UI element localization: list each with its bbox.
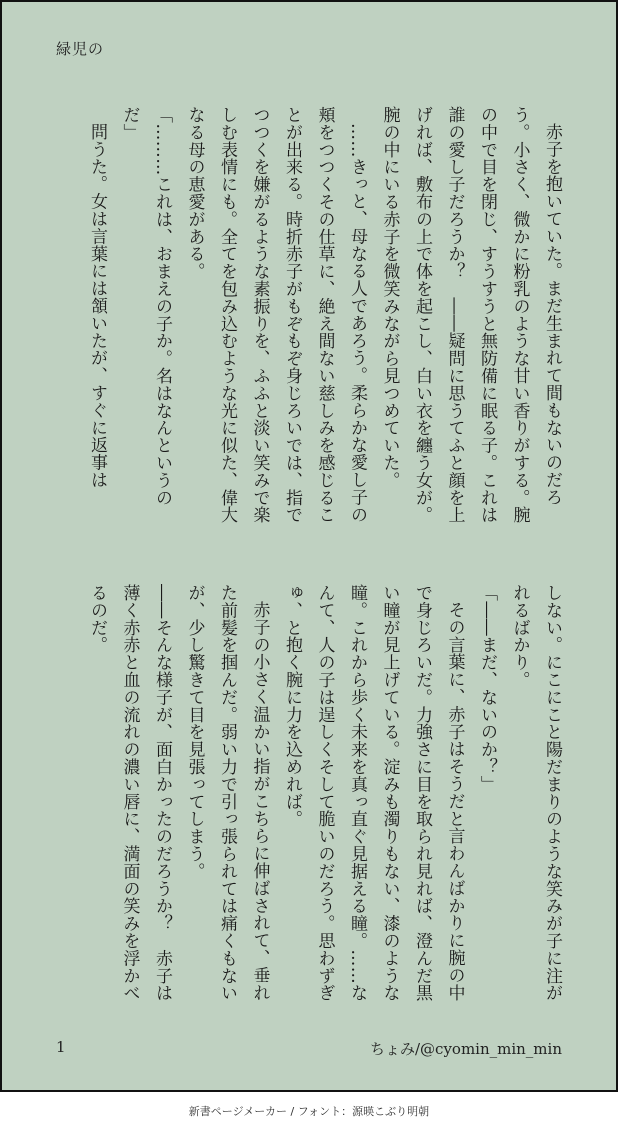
paragraph: その言葉に、赤子はそうだと言わんばかりに腕の中で身じろいだ。力強さに目を取られ見れば、澄んだ黒い瞳が見上げている。淀みも濁りもない、漆のような瞳。これから歩く未来を真っ直ぐ見据える瞳。……なんて、人の子は逞しくそして脆いのだろう。思わずぎゅ、と抱く腕に力を込めれば。 [282,584,465,1002]
text-block-lower [48,584,568,1004]
paragraph: ――そんな様子が、面白かったのだろうか？ 赤子は薄く赤赤と血の流れの濃い唇に、満面の笑みを浮かべるのだ。 [87,584,172,1002]
paragraph: 赤子を抱いていた。まだ生まれて間もないのだろう。小さく、微かに粉乳のような甘い香りがする。腕の中で目を閉じ、すうすうと無防備に眠る子。これは誰の愛し子だろうか？ ――疑問に思うてふと顔を上げれば、敷布の上で体を起こし、白い衣を纏う女が。腕の中にいる赤子を微笑みながら見つめていた。 [379,106,562,524]
text-block-upper [48,106,568,526]
page-number: 1 [56,1038,66,1056]
paragraph: 問うた。女は言葉には頷いたが、すぐに返事は [87,123,107,489]
paragraph: ……きっと、母なる人であろう。柔らかな愛し子の頬をつつくその仕草に、絶え間ない慈しみを感じることが出来る。時折赤子がもぞもぞ身じろいでは、指でつつくを嫌がるような素振りを、ふふと淡い笑みで楽しむ表情にも。全てを包み込むような光に似た、偉大なる母の恵愛がある。 [184,106,367,524]
author-credit: ちょみ/@cyomin_min_min [369,1040,562,1058]
page-header-title: 緑児の [56,40,105,58]
dialogue-line: 「――まだ、ないのか？」 [477,584,497,793]
paragraph: しない。にこにこと陽だまりのような笑みが子に注がれるばかり。 [509,584,562,1002]
paragraph: 赤子の小さく温かい指がこちらに伸ばされて、垂れた前髪を掴んだ。弱い力で引っ張られては痛くもないが、少し驚きて目を見張ってしまう。 [184,584,270,1002]
tool-credit: 新書ページメーカー / フォント：源暎こぶり明朝 [188,1105,430,1118]
dialogue-line: 「………これは、おまえの子か。名はなんというのだ」 [119,106,172,507]
